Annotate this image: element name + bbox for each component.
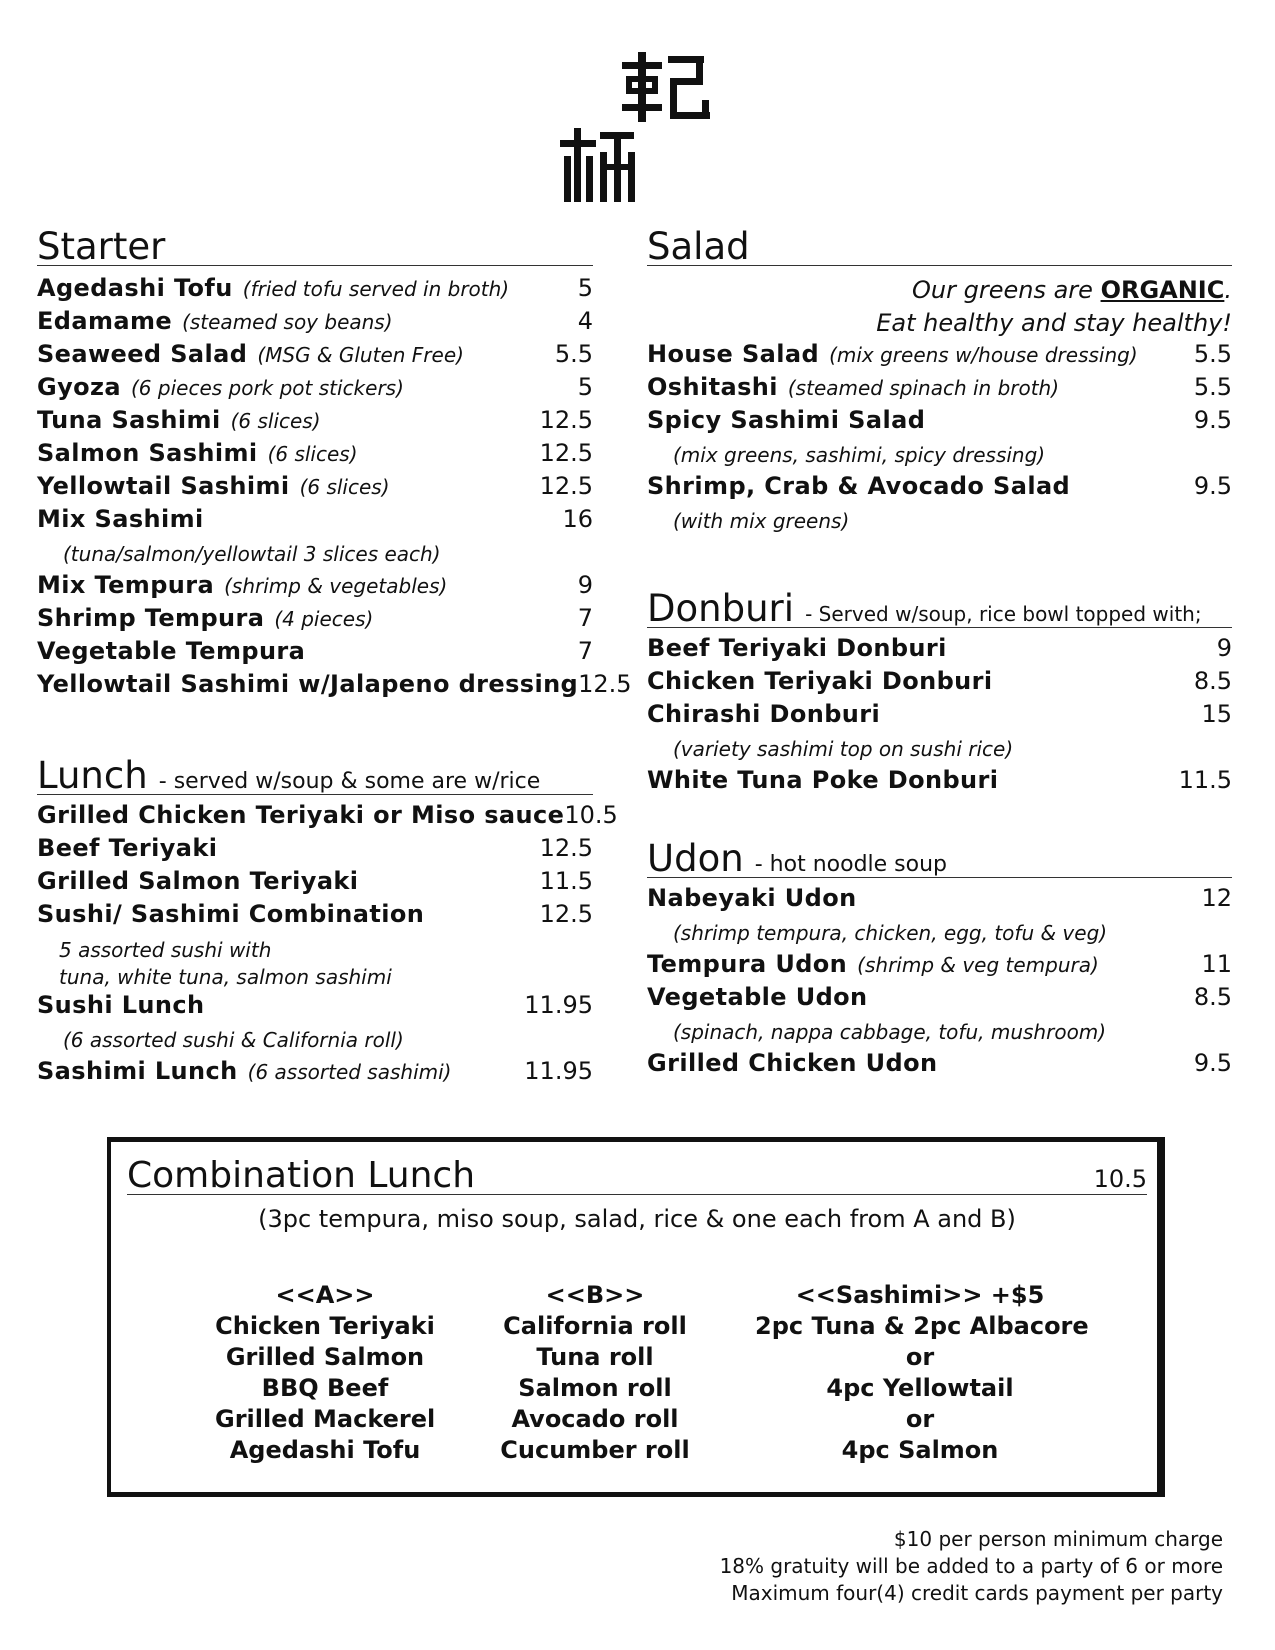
donburi-title: Donburi bbox=[647, 587, 795, 630]
menu-item: Salmon Sashimi (6 slices) 12.5 bbox=[37, 439, 593, 467]
menu-item: Nabeyaki Udon 12 bbox=[647, 884, 1232, 912]
menu-item: Oshitashi (steamed spinach in broth) 5.5 bbox=[647, 373, 1232, 401]
menu-item: House Salad (mix greens w/house dressing) 5.5 bbox=[647, 340, 1232, 368]
combo-column-b bbox=[485, 1280, 705, 1466]
combo-column-header: <<Sashimi>> +$5 bbox=[795, 1281, 1045, 1309]
item-note: (tuna/salmon/yellowtail 3 slices each) bbox=[63, 542, 441, 566]
kanpai-logo-icon bbox=[560, 52, 710, 202]
list-item: Chicken Teriyaki bbox=[215, 1312, 435, 1340]
menu-item: Vegetable Tempura 7 bbox=[37, 637, 593, 665]
menu-item: Chirashi Donburi 15 bbox=[647, 700, 1232, 728]
menu-item: Grilled Salmon Teriyaki 11.5 bbox=[37, 867, 593, 895]
combination-header bbox=[127, 1155, 1147, 1196]
menu-item: Sashimi Lunch (6 assorted sashimi) 11.95 bbox=[37, 1057, 593, 1085]
menu-item: Yellowtail Sashimi (6 slices) 12.5 bbox=[37, 472, 593, 500]
footer-notes bbox=[720, 1526, 1223, 1607]
list-item: 4pc Salmon bbox=[841, 1436, 999, 1464]
combination-title: Combination Lunch bbox=[127, 1155, 476, 1196]
udon-title: Udon bbox=[647, 837, 744, 880]
combo-column-sashimi bbox=[755, 1280, 1089, 1466]
lunch-section bbox=[37, 754, 618, 1090]
combo-column-header: <<A>> bbox=[275, 1281, 375, 1309]
starter-title: Starter bbox=[37, 225, 166, 268]
menu-item: Spicy Sashimi Salad 9.5 bbox=[647, 406, 1232, 434]
list-item: Tuna roll bbox=[536, 1343, 654, 1371]
item-note: (6 assorted sushi & California roll) bbox=[63, 1028, 404, 1052]
item-note: (mix greens, sashimi, spicy dressing) bbox=[673, 443, 1046, 467]
list-item: Agedashi Tofu bbox=[229, 1436, 421, 1464]
list-item: BBQ Beef bbox=[261, 1374, 389, 1402]
menu-item: Edamame (steamed soy beans) 4 bbox=[37, 307, 593, 335]
combo-column-a bbox=[215, 1280, 435, 1466]
item-note: 5 assorted sushi with bbox=[59, 938, 272, 962]
list-item: 2pc Tuna & 2pc Albacore bbox=[755, 1312, 1089, 1340]
menu-item: Yellowtail Sashimi w/Jalapeno dressing 12.5 bbox=[37, 670, 632, 698]
list-item: 4pc Yellowtail bbox=[826, 1374, 1014, 1402]
salad-header bbox=[647, 225, 1232, 268]
menu-item: Tempura Udon (shrimp & veg tempura) 11 bbox=[647, 950, 1232, 978]
list-item: Avocado roll bbox=[511, 1405, 679, 1433]
menu-item: Grilled Chicken Teriyaki or Miso sauce 10.5 bbox=[37, 801, 618, 829]
starter-header bbox=[37, 225, 593, 268]
menu-item: Chicken Teriyaki Donburi 8.5 bbox=[647, 667, 1232, 695]
lunch-subtitle: - served w/soup & some are w/rice bbox=[158, 769, 541, 794]
menu-item: Sushi/ Sashimi Combination 12.5 bbox=[37, 900, 593, 928]
footer-line: 18% gratuity will be added to a party of 6 or more bbox=[719, 1554, 1223, 1578]
combination-price: 10.5 bbox=[1093, 1165, 1147, 1193]
footer-line: Maximum four(4) credit cards payment per party bbox=[731, 1581, 1223, 1605]
donburi-section bbox=[647, 587, 1232, 799]
menu-item: Agedashi Tofu (fried tofu served in broth) 5 bbox=[37, 274, 593, 302]
item-note: (variety sashimi top on sushi rice) bbox=[673, 737, 1014, 761]
menu-item: Beef Teriyaki 12.5 bbox=[37, 834, 593, 862]
menu-item: Shrimp Tempura (4 pieces) 7 bbox=[37, 604, 593, 632]
lunch-header bbox=[37, 754, 593, 797]
menu-item: Beef Teriyaki Donburi 9 bbox=[647, 634, 1232, 662]
item-note: tuna, white tuna, salmon sashimi bbox=[59, 965, 392, 989]
list-item: or bbox=[905, 1343, 935, 1371]
menu-item: Grilled Chicken Udon 9.5 bbox=[647, 1049, 1232, 1077]
udon-subtitle: - hot noodle soup bbox=[754, 852, 948, 877]
menu-item: Mix Tempura (shrimp & vegetables) 9 bbox=[37, 571, 593, 599]
list-item: Grilled Salmon bbox=[225, 1343, 425, 1371]
udon-header bbox=[647, 837, 1232, 880]
menu-item: Shrimp, Crab & Avocado Salad 9.5 bbox=[647, 472, 1232, 500]
starter-section bbox=[37, 225, 632, 703]
udon-section bbox=[647, 837, 1232, 1082]
menu-item: Tuna Sashimi (6 slices) 12.5 bbox=[37, 406, 593, 434]
donburi-header bbox=[647, 587, 1232, 630]
list-item: Salmon roll bbox=[518, 1374, 672, 1402]
salad-section bbox=[647, 225, 1232, 538]
list-item: Cucumber roll bbox=[500, 1436, 690, 1464]
menu-item: Sushi Lunch 11.95 bbox=[37, 991, 593, 1019]
menu-item: Gyoza (6 pieces pork pot stickers) 5 bbox=[37, 373, 593, 401]
list-item: Grilled Mackerel bbox=[215, 1405, 436, 1433]
item-note: (with mix greens) bbox=[673, 509, 850, 533]
item-note: (spinach, nappa cabbage, tofu, mushroom) bbox=[673, 1020, 1107, 1044]
organic-note: Our greens are ORGANIC. bbox=[912, 276, 1232, 304]
menu-item: Vegetable Udon 8.5 bbox=[647, 983, 1232, 1011]
combo-column-header: <<B>> bbox=[545, 1281, 645, 1309]
tagline: Eat healthy and stay healthy! bbox=[876, 309, 1232, 337]
combination-desc: (3pc tempura, miso soup, salad, rice & one each from A and B) bbox=[258, 1205, 1016, 1233]
donburi-subtitle: - Served w/soup, rice bowl topped with; bbox=[805, 602, 1202, 626]
menu-item: Mix Sashimi 16 bbox=[37, 505, 593, 533]
list-item: or bbox=[905, 1405, 935, 1433]
salad-title: Salad bbox=[647, 225, 750, 268]
list-item: California roll bbox=[503, 1312, 687, 1340]
lunch-title: Lunch bbox=[37, 754, 148, 797]
menu-item: White Tuna Poke Donburi 11.5 bbox=[647, 766, 1232, 794]
menu-item: Seaweed Salad (MSG & Gluten Free) 5.5 bbox=[37, 340, 593, 368]
footer-line: $10 per person minimum charge bbox=[893, 1527, 1223, 1551]
item-note: (shrimp tempura, chicken, egg, tofu & veg) bbox=[673, 921, 1108, 945]
